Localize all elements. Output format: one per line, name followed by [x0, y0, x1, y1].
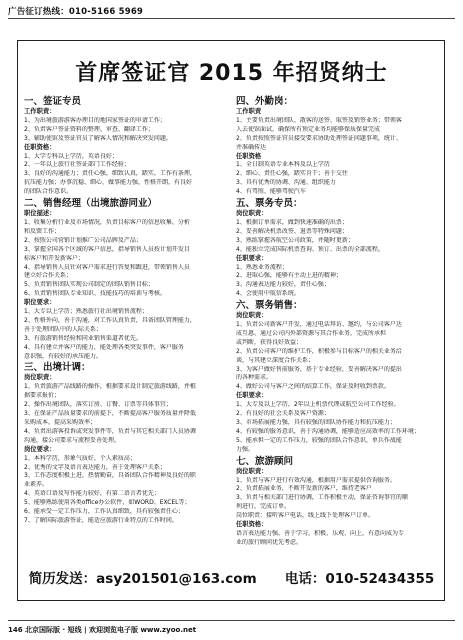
- body-line: 据要求报价；: [24, 392, 61, 400]
- body-line: 成互惠、通过公司内外部资源与其合作业务，完成所承担: [236, 329, 387, 337]
- body-line: 3、辅助使馆及签证官员了解客人情况和解决突发问题。: [24, 134, 172, 142]
- section-heading: 七、旅游顾问: [236, 455, 294, 467]
- body-line: 5、负责销售团队实现公司制定的团队销售目标；: [24, 281, 154, 289]
- body-line: 1、负责与客户进行有效沟通，根据用户需求提供咨询服务。: [236, 476, 396, 484]
- body-line: 4、有较强的服务意识，善于沟通协调，能够适应高效率的工作环境；: [236, 427, 420, 435]
- body-line: 2、负责公司客户的维护工作，积极参与目标客户的相关业务洽: [236, 347, 402, 355]
- body-line: 沟通，接公司要求与流程妥善处理。: [24, 436, 121, 444]
- body-line: 利进行，完成订单。: [236, 503, 291, 511]
- left-column: [24, 95, 230, 526]
- body-line: 2、负责按照签证官员接受要求协助处理签证问题事项，统计、: [236, 134, 402, 142]
- body-line: 4、能独立完成国际机票查询、预订、出票的全部流程。: [236, 245, 384, 253]
- body-line: 4、具有建立并客户的能力，能处理各类突发事件，客户服务: [24, 343, 184, 351]
- section-heading: 六、票务销售：: [236, 300, 303, 312]
- body-line: 1、为出境旅游游客办理目的地国家签证的申请工作；: [24, 116, 166, 124]
- body-line: 的团队合作意识。: [24, 188, 73, 196]
- body-line: 或判断，获得良好效益；: [236, 338, 303, 346]
- body-line: 4、会使用中航信系统。: [236, 290, 300, 298]
- body-line: 1、熟悉业务流程；: [236, 263, 288, 271]
- subheading: 工作职责: [236, 108, 262, 115]
- body-line: 3、良好的沟通能力；责任心强，细致认真，踏实，工作有条理，: [24, 170, 196, 178]
- body-line: 3、有旅游销售经验和同业销售渠道者优先。: [24, 334, 142, 342]
- body-line: 语言表达能力强，善于学习，积极、乐观、向上，有意向成为专: [236, 529, 405, 537]
- ad-title: 首席签证官 2015 年招贤纳士: [75, 61, 388, 86]
- body-line: 4、负责出游客投诉或突发事件等，负责与其它相关部门人员协调: [24, 427, 196, 435]
- body-line: 业素养。: [24, 481, 49, 489]
- body-line: 2、优秀的文字及语言表达能力，善于处理客户关系；: [24, 463, 166, 471]
- subheading: 任职资格：: [24, 143, 56, 151]
- body-line: 2、负责拓展业务，不断开发新的客户，维持老客户: [236, 485, 372, 493]
- header-divider: [8, 18, 455, 19]
- body-line: 3、沟通表达能力较好，责任心强；: [236, 281, 330, 289]
- body-line: 善于处理团队中的人际关系；: [24, 325, 103, 333]
- right-column: [236, 95, 439, 548]
- subheading: 职位描述：: [24, 210, 56, 218]
- body-line: 1、全日制英语专业本科及以上学历: [236, 161, 330, 169]
- body-line: 4、英语口语及写作能力较好，有第二语言者优先；: [24, 490, 160, 498]
- body-line: 的各种需求。: [236, 374, 273, 382]
- body-line: 和反馈工作；: [24, 227, 61, 235]
- body-line: 建立好合作关系；: [24, 272, 73, 280]
- body-line: 业的旅行顾问优先考虑。: [236, 538, 303, 546]
- ad-hotline: 广告征订热线：010-5166 5969: [8, 7, 144, 17]
- body-line: 2、一年以上旅行社签证部门工作经验；: [24, 161, 130, 169]
- subheading: 岗位职责：: [236, 210, 268, 218]
- footer-divider: [8, 620, 455, 621]
- body-line: 1、大专及以上学历，2年以上机票代理或航空公司工作经验。: [236, 401, 400, 409]
- body-line: 2、有良好的社会关系及客户资源；: [236, 410, 330, 418]
- subheading: 职位要求：: [24, 299, 56, 307]
- body-line: 5、能够熟练使用各类office办公软件，如WORD、EXCEL等；: [24, 499, 191, 507]
- body-line: 2、负责客户签证资料的整理、审查、翻译工作；: [24, 125, 154, 133]
- body-line: 3、市场拓展能力强，具有较强的团队协作能力和抗压能力；: [236, 419, 396, 426]
- body-line: 1、本科学历，形象气质好，个人素质高；: [24, 454, 136, 462]
- body-line: 7、了解国际旅游签证，能适应旅游行业特点的工作时间。: [24, 516, 178, 524]
- subheading: 任职要求：: [236, 254, 268, 262]
- body-line: 1、根据订单需求，做到快速准确的出票；: [236, 218, 348, 226]
- body-line: 2、操作出境团队，落实订房、订餐、订票等具体事宜；: [24, 401, 172, 409]
- body-line: 4、指导销售人员针对客户需求进行答复和跟进，带领销售人员: [24, 263, 190, 271]
- section-heading: 二、销售经理（出境旅游同业）: [24, 198, 158, 210]
- body-line: 1、大学专科以上学历，英语良好；: [24, 152, 118, 160]
- body-line: 人去使馆面试，确保所有预定业务均能够保质保量完成: [236, 125, 381, 133]
- body-line: 力强。: [236, 445, 255, 453]
- body-line: 4、有驾照、能够驾驶汽车: [236, 188, 306, 196]
- body-line: 3、熟练掌握各航空公司政策，并随时更新；: [236, 236, 354, 244]
- body-line: 3、掌握全国各个区域的客户信息，指导销售人员按计划开发目: [24, 245, 190, 253]
- body-line: 1、大专以上学历；熟悉旅行社出境销售流程；: [24, 308, 148, 316]
- body-line: 3、负责与相关部门进行协调，工作积极主动，保证咨询事宜的顺: [236, 494, 408, 502]
- body-line: 3、具有优秀的协调、沟通、组织能力: [236, 179, 336, 187]
- body-line: 6、负责销售团队专业知识、技能技巧的培训与考核。: [24, 290, 166, 298]
- subheading: 岗位要求：: [24, 445, 56, 453]
- page-footer: 146 北京国际版 · 短线 | 欢迎浏览电子版 www.zyoo.net: [8, 626, 197, 634]
- body-line: 2、按照公司营销计划推广公司品牌及产品；: [24, 236, 142, 244]
- body-line: 4、做好公司与客户之间的结算工作，保证及时收到票款。: [236, 383, 390, 391]
- section-heading: 四、外勤岗：: [236, 96, 294, 107]
- subheading: 任职资格：: [236, 521, 268, 529]
- body-line: 标客户和开发新客户；: [24, 254, 85, 262]
- body-line: 1、收集分析行业及市场情况，负责目标客户的信息收集、分析: [24, 218, 190, 226]
- resume-email: 简历发送：asy201501@163.com: [28, 571, 257, 587]
- body-line: 5、能承担一定的工作压力，较强的团队合作意识，单兵作战能: [236, 436, 402, 444]
- section-heading: 三、出境计调：: [24, 362, 91, 374]
- body-line: 3、在保证产品质量要求的前提下，不断提高客户服务质量并降低: [24, 410, 196, 418]
- body-line: 1、负责公司新客户开发，通过电话拜访、邀约，与公司客户达: [236, 321, 402, 329]
- body-line: 并准确传达: [236, 143, 267, 151]
- subheading: 岗位职责：: [24, 374, 56, 382]
- body-line: 3、为客户做好售前服务，基于专业经验，妥善解决客户的提出: [236, 365, 402, 373]
- subheading: 工作职责：: [24, 108, 56, 115]
- body-line: 2、妥善解决机票改签、退票等特殊问题；: [236, 227, 348, 235]
- subheading: 岗位职责：: [236, 467, 268, 475]
- body-line: 1、主要负责出境团队、散客的送签、取签及销签业务；带领客: [236, 116, 402, 124]
- body-line: 2、性格外向，善于沟通，对工作认真负责，具备团队管理能力，: [24, 316, 196, 324]
- section-heading: 一、签证专员: [24, 96, 82, 107]
- body-line: 岗位职责：接听客户电话，线上线下处理客户订单。: [236, 512, 375, 520]
- body-line: 1、负责旅游产品线路的操作，根据要求设计制定旅游线路，并根: [24, 383, 196, 391]
- body-line: 抗压能力强；办事沉稳、细心、做事能力强，性格开朗，有良好: [24, 179, 193, 187]
- body-line: 2、细心、责任心强，踏实肯干；善于交往: [236, 170, 348, 178]
- body-line: 意识强，有较好的承压能力。: [24, 352, 103, 360]
- contact-phone: 电话：010-52434355: [284, 571, 435, 587]
- subheading: 任职资格: [236, 152, 262, 160]
- subheading: 岗位职责：: [236, 312, 268, 320]
- body-line: 采购成本，提高采购效率；: [24, 419, 97, 426]
- body-line: 6、能承受一定工作压力，工作认真细致，具有较强责任心；: [24, 508, 184, 516]
- subheading: 任职要求：: [236, 392, 268, 400]
- section-heading: 五、票务专员：: [236, 198, 303, 210]
- contact-line: [0, 567, 463, 587]
- body-line: 3、工作态度积极上进，热情勤奋，具备团队合作精神及良好的职: [24, 472, 196, 480]
- body-line: 2、进取心强，能够有主动上进的精神；: [236, 272, 342, 280]
- body-line: 谈，与其建立深度合作关系；: [236, 356, 315, 364]
